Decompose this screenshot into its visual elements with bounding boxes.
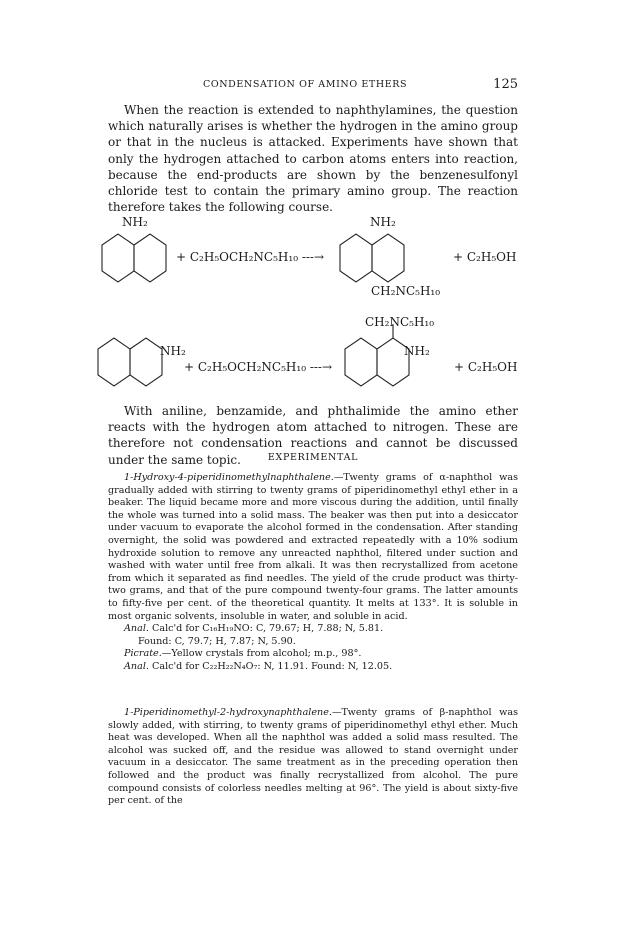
compound-2-title: 1-Piperidinomethyl-2-hydroxynaphthalene. xyxy=(124,707,332,718)
compound-2-section xyxy=(108,707,518,808)
reaction-1-byproduct: + C₂H₅OH xyxy=(453,250,517,264)
anal-2-text: Calc'd for C₂₂H₂₂N₄O₇: N, 11.91. Found: N, 12.05. xyxy=(152,660,393,672)
naphthalene-ring-product-1 xyxy=(338,232,408,286)
naphthalene-ring-reactant-2 xyxy=(96,336,166,390)
reaction-2-reagent: + C₂H₅OCH₂NC₅H₁₀ ---→ xyxy=(184,360,333,374)
anal-1-found: Found: C, 79.7; H, 7.87; N, 5.90. xyxy=(138,635,296,647)
reaction-1-reagent: + C₂H₅OCH₂NC₅H₁₀ ---→ xyxy=(176,250,325,264)
experimental-heading: EXPERIMENTAL xyxy=(267,452,359,463)
running-title: CONDENSATION OF AMINO ETHERS xyxy=(203,79,408,90)
reaction-2-reactant-label: NH₂ xyxy=(160,344,186,358)
compound-1-text: —Twenty grams of α-naphthol was gradually added with stirring to twenty grams of piperidinomethyl ethyl ether in a beaker. The liquid became more and more viscous during the addition, until finally the whole was turned into a solid mass. The beaker was then put into a desiccator under vacuum to evaporate the alcohol formed in the condensation. After standing overnight, the solid was powdered and extracted repeatedly with a 10% sodium hydroxide solution to remove any unreacted naphthol, filtered under suction and washed with water until free from alkali. It was then recrystallized from acetone from which it separated as find needles. The yield of the crude product was thirty-two grams, and that of the pure compound twenty-four grams. The latter amounts to fifty-five per cent. of the theoretical quantity. It melts at 133°. It is soluble in most organic solvents, insoluble in water, and soluble in acid. xyxy=(108,472,518,622)
naphthalene-ring-product-2 xyxy=(343,336,413,390)
naphthalene-ring-reactant-1 xyxy=(100,232,170,286)
reaction-2-product-label-top: CH₂NC₅H₁₀ xyxy=(365,315,435,329)
anal-1-calc: Calc'd for C₁₆H₁₉NO: C, 79.67; H, 7.88; N, 5.81. xyxy=(152,623,384,635)
running-header xyxy=(108,79,518,95)
reaction-2-byproduct: + C₂H₅OH xyxy=(454,360,518,374)
intro-paragraph: When the reaction is extended to naphthylamines, the question which naturally arises is whether the hydrogen in the amino group or that in the nucleus is attacked. Experiments have shown that only the hydrogen attached to carbon atoms enters into reaction, because the end-products are shown by the benzenesulfonyl chloride test to contain the primary amino group. The reaction therefore takes the following course. xyxy=(108,103,518,215)
compound-1-title: 1-Hydroxy-4-piperidinomethylnaphthalene. xyxy=(124,472,334,483)
picrate-text: —Yellow crystals from alcohol; m.p., 98°. xyxy=(161,648,362,660)
anal-2-label: Anal. xyxy=(124,660,149,672)
compound-2-text: —Twenty grams of β-naphthol was slowly added, with stirring, to twenty grams of piperidinomethyl ethyl ether. Much heat was developed. When all the naphthol was added a solid mass resulted. The alcohol was sucked off, and the residue was allowed to stand overnight under vacuum in a desiccator. The same treatment as in the preceding operation then followed and the product was finally recrystallized from alcohol. The pure compound consists of colorless needles melting at 96°. The yield is about sixty-five per cent. of the xyxy=(108,707,518,807)
reaction-1-product-label-top: NH₂ xyxy=(370,215,396,229)
reaction-1-reactant-label: NH₂ xyxy=(122,215,148,229)
reaction-1-product-label-bottom: CH₂NC₅H₁₀ xyxy=(371,284,441,298)
reaction-2-product-label-side: NH₂ xyxy=(404,344,430,358)
aniline-paragraph: With aniline, benzamide, and phthalimide the amino ether reacts with the hydrogen atom attached to nitrogen. These are therefore not condensation reactions and cannot be discussed under the same topic. xyxy=(108,404,518,467)
anal-1-label: Anal. xyxy=(124,623,149,635)
compound-1-section xyxy=(108,472,518,674)
picrate-label: Picrate. xyxy=(124,648,162,660)
page-number: 125 xyxy=(493,77,518,92)
